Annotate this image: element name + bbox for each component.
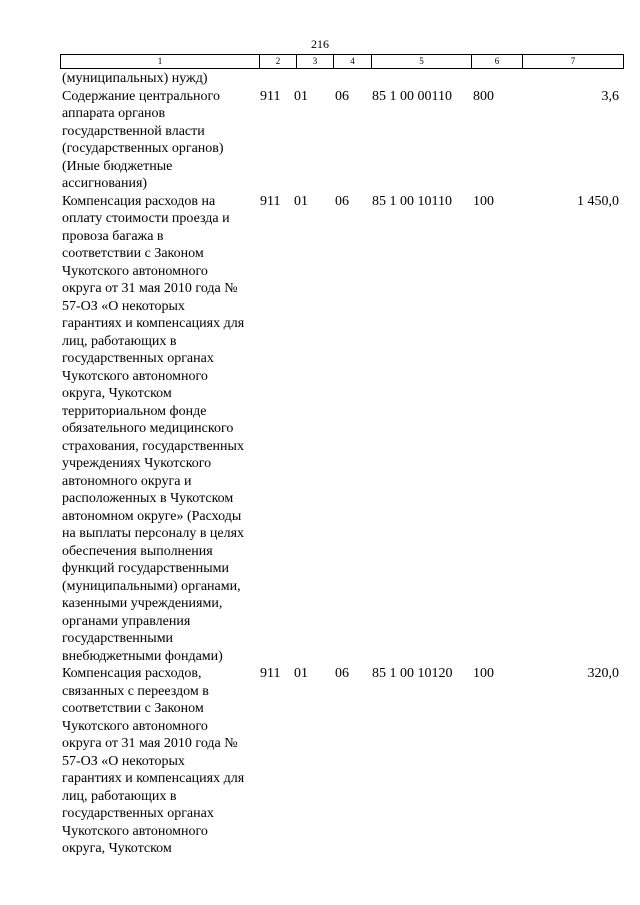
description-line: государственных органах: [62, 351, 214, 366]
description-line: на выплаты персоналу в целях: [62, 526, 245, 541]
table-row: [60, 665, 623, 858]
row-description: [62, 70, 267, 88]
row-amount: 3,6: [601, 88, 619, 104]
table-row: [60, 193, 623, 666]
description-line: (муниципальными) органами,: [62, 578, 241, 594]
row-section-code: 01: [294, 88, 308, 104]
description-line: обязательного медицинского: [62, 421, 234, 436]
row-expense-type: 800: [473, 88, 494, 104]
description-line: (Иные бюджетные: [62, 158, 173, 174]
description-line: Чукотского автономного: [62, 368, 208, 384]
description-line: государственными: [62, 631, 174, 646]
row-target-article: 85 1 00 10120: [372, 666, 453, 681]
row-grbs-code: 911: [260, 193, 281, 209]
row-expense-type: 100: [473, 193, 494, 209]
description-line: государственной власти: [62, 123, 205, 139]
row-description: [62, 88, 267, 193]
description-line: Чукотского автономного: [62, 263, 208, 279]
description-line: связанных с переездом в: [62, 683, 209, 699]
column-header-5: 5: [372, 55, 472, 69]
row-section-code: 01: [294, 666, 308, 681]
description-line: Содержание центрального: [62, 88, 220, 104]
description-line: страхования, государственных: [62, 438, 244, 454]
description-line: 57-ОЗ «О некоторых: [62, 753, 185, 769]
description-line: Компенсация расходов на: [62, 193, 216, 209]
description-line: соответствии с Законом: [62, 701, 204, 716]
description-line: оплату стоимости проезда и: [62, 211, 230, 226]
column-header-1: 1: [61, 55, 260, 69]
description-line: Компенсация расходов,: [62, 666, 202, 681]
description-line: функций государственными: [62, 561, 230, 576]
description-line: гарантиях и компенсациях для: [62, 316, 245, 331]
row-subsection-code: 06: [335, 666, 349, 681]
column-header-6: 6: [472, 55, 523, 69]
row-grbs-code: 911: [260, 88, 281, 104]
description-line: округа, Чукотском: [62, 841, 172, 856]
description-line: ассигнования): [62, 176, 148, 191]
description-line: внебюджетными фондами): [62, 648, 223, 664]
description-line: аппарата органов: [62, 106, 166, 121]
description-line: учреждениях Чукотского: [62, 456, 212, 471]
table-row: [60, 70, 623, 88]
description-line: обеспечения выполнения: [62, 543, 213, 559]
description-line: государственных органах: [62, 806, 214, 821]
description-line: гарантиях и компенсациях для: [62, 771, 245, 786]
description-line: округа, Чукотском: [62, 386, 172, 401]
column-header-table: [60, 54, 624, 69]
row-subsection-code: 06: [335, 88, 349, 104]
row-description: [62, 665, 267, 858]
column-header-7: 7: [523, 55, 624, 69]
row-section-code: 01: [294, 193, 308, 209]
description-line: территориальном фонде: [62, 403, 207, 419]
row-amount: 320,0: [587, 666, 619, 681]
description-line: провоза багажа в: [62, 228, 164, 244]
table-row: [60, 88, 623, 193]
column-header-4: 4: [334, 55, 372, 69]
column-header-row: [61, 55, 624, 69]
description-line: автономном округе» (Расходы: [62, 508, 242, 524]
page-number: 216: [311, 37, 329, 51]
column-header-2: 2: [260, 55, 297, 69]
description-line: (государственных органов): [62, 141, 224, 156]
description-line: округа от 31 мая 2010 года №: [62, 736, 238, 751]
description-line: лиц, работающих в: [62, 333, 177, 349]
description-line: расположенных в Чукотском: [62, 491, 234, 506]
row-subsection-code: 06: [335, 193, 349, 209]
description-line: органами управления: [62, 613, 191, 629]
row-grbs-code: 911: [260, 666, 281, 681]
description-line: Чукотского автономного: [62, 823, 208, 839]
row-amount: 1 450,0: [577, 193, 619, 209]
row-description: [62, 193, 267, 666]
description-line: 57-ОЗ «О некоторых: [62, 298, 185, 314]
description-line: лиц, работающих в: [62, 788, 177, 804]
description-line: (муниципальных) нужд): [62, 71, 208, 86]
description-line: округа от 31 мая 2010 года №: [62, 281, 238, 296]
description-line: соответствии с Законом: [62, 246, 204, 261]
row-target-article: 85 1 00 00110: [372, 88, 452, 104]
description-line: казенными учреждениями,: [62, 596, 223, 611]
description-line: автономного округа и: [62, 473, 192, 489]
row-expense-type: 100: [473, 666, 494, 681]
column-header-3: 3: [297, 55, 334, 69]
row-target-article: 85 1 00 10110: [372, 193, 452, 209]
description-line: Чукотского автономного: [62, 718, 208, 734]
